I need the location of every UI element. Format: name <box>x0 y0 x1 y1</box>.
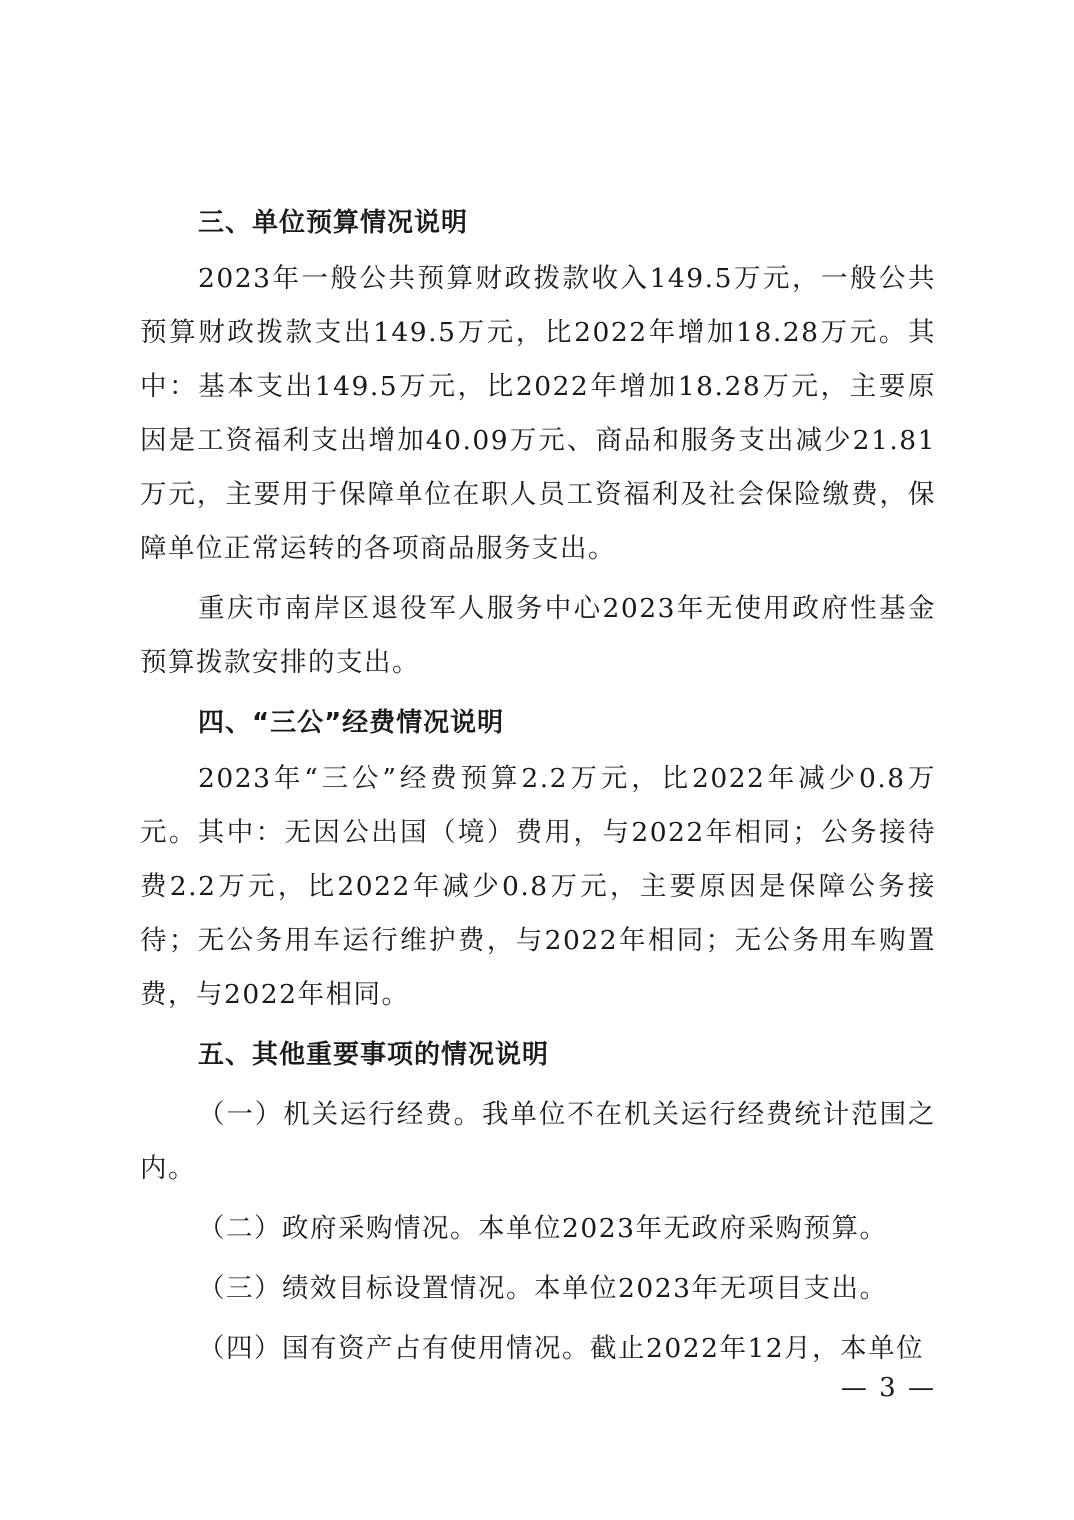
section4-paragraph-1: 2023年“三公”经费预算2.2万元，比2022年减少0.8万元。其中：无因公出国（境）费用，与2022年相同；公务接待费2.2万元，比2022年减少0.8万元，主要原因是保障公务接待；无公务用车运行维护费，与2022年相同；无公务用车购置费，与2022年相同。 <box>140 763 936 1010</box>
section3-paragraph-1: 2023年一般公共预算财政拨款收入149.5万元，一般公共预算财政拨款支出149.5万元，比2022年增加18.28万元。其中：基本支出149.5万元，比2022年增加18.28万元，主要原因是工资福利支出增加40.09万元、商品和服务支出减少21.81万元，主要用于保障单位在职人员工资福利及社会保险缴费，保障单位正常运转的各项商品服务支出。 <box>140 263 936 564</box>
section3-paragraph-2: 重庆市南岸区退役军人服务中心2023年无使用政府性基金预算拨款安排的支出。 <box>140 593 936 678</box>
section4-heading: 四、“三公”经费情况说明 <box>198 708 505 738</box>
page-number: — 3 — <box>840 1373 936 1403</box>
section5-heading: 五、其他重要事项的情况说明 <box>198 1040 550 1070</box>
section5-item-2: （二）政府采购情况。本单位2023年无政府采购预算。 <box>198 1213 888 1244</box>
section3-heading: 三、单位预算情况说明 <box>198 208 469 238</box>
section5-item-1: （一）机关运行经费。我单位不在机关运行经费统计范围之内。 <box>140 1099 936 1184</box>
section5-item-4: （四）国有资产占有使用情况。截止2022年12月，本单位 <box>198 1333 925 1364</box>
page-content <box>140 196 936 1376</box>
section5-item-3: （三）绩效目标设置情况。本单位2023年无项目支出。 <box>198 1273 888 1304</box>
